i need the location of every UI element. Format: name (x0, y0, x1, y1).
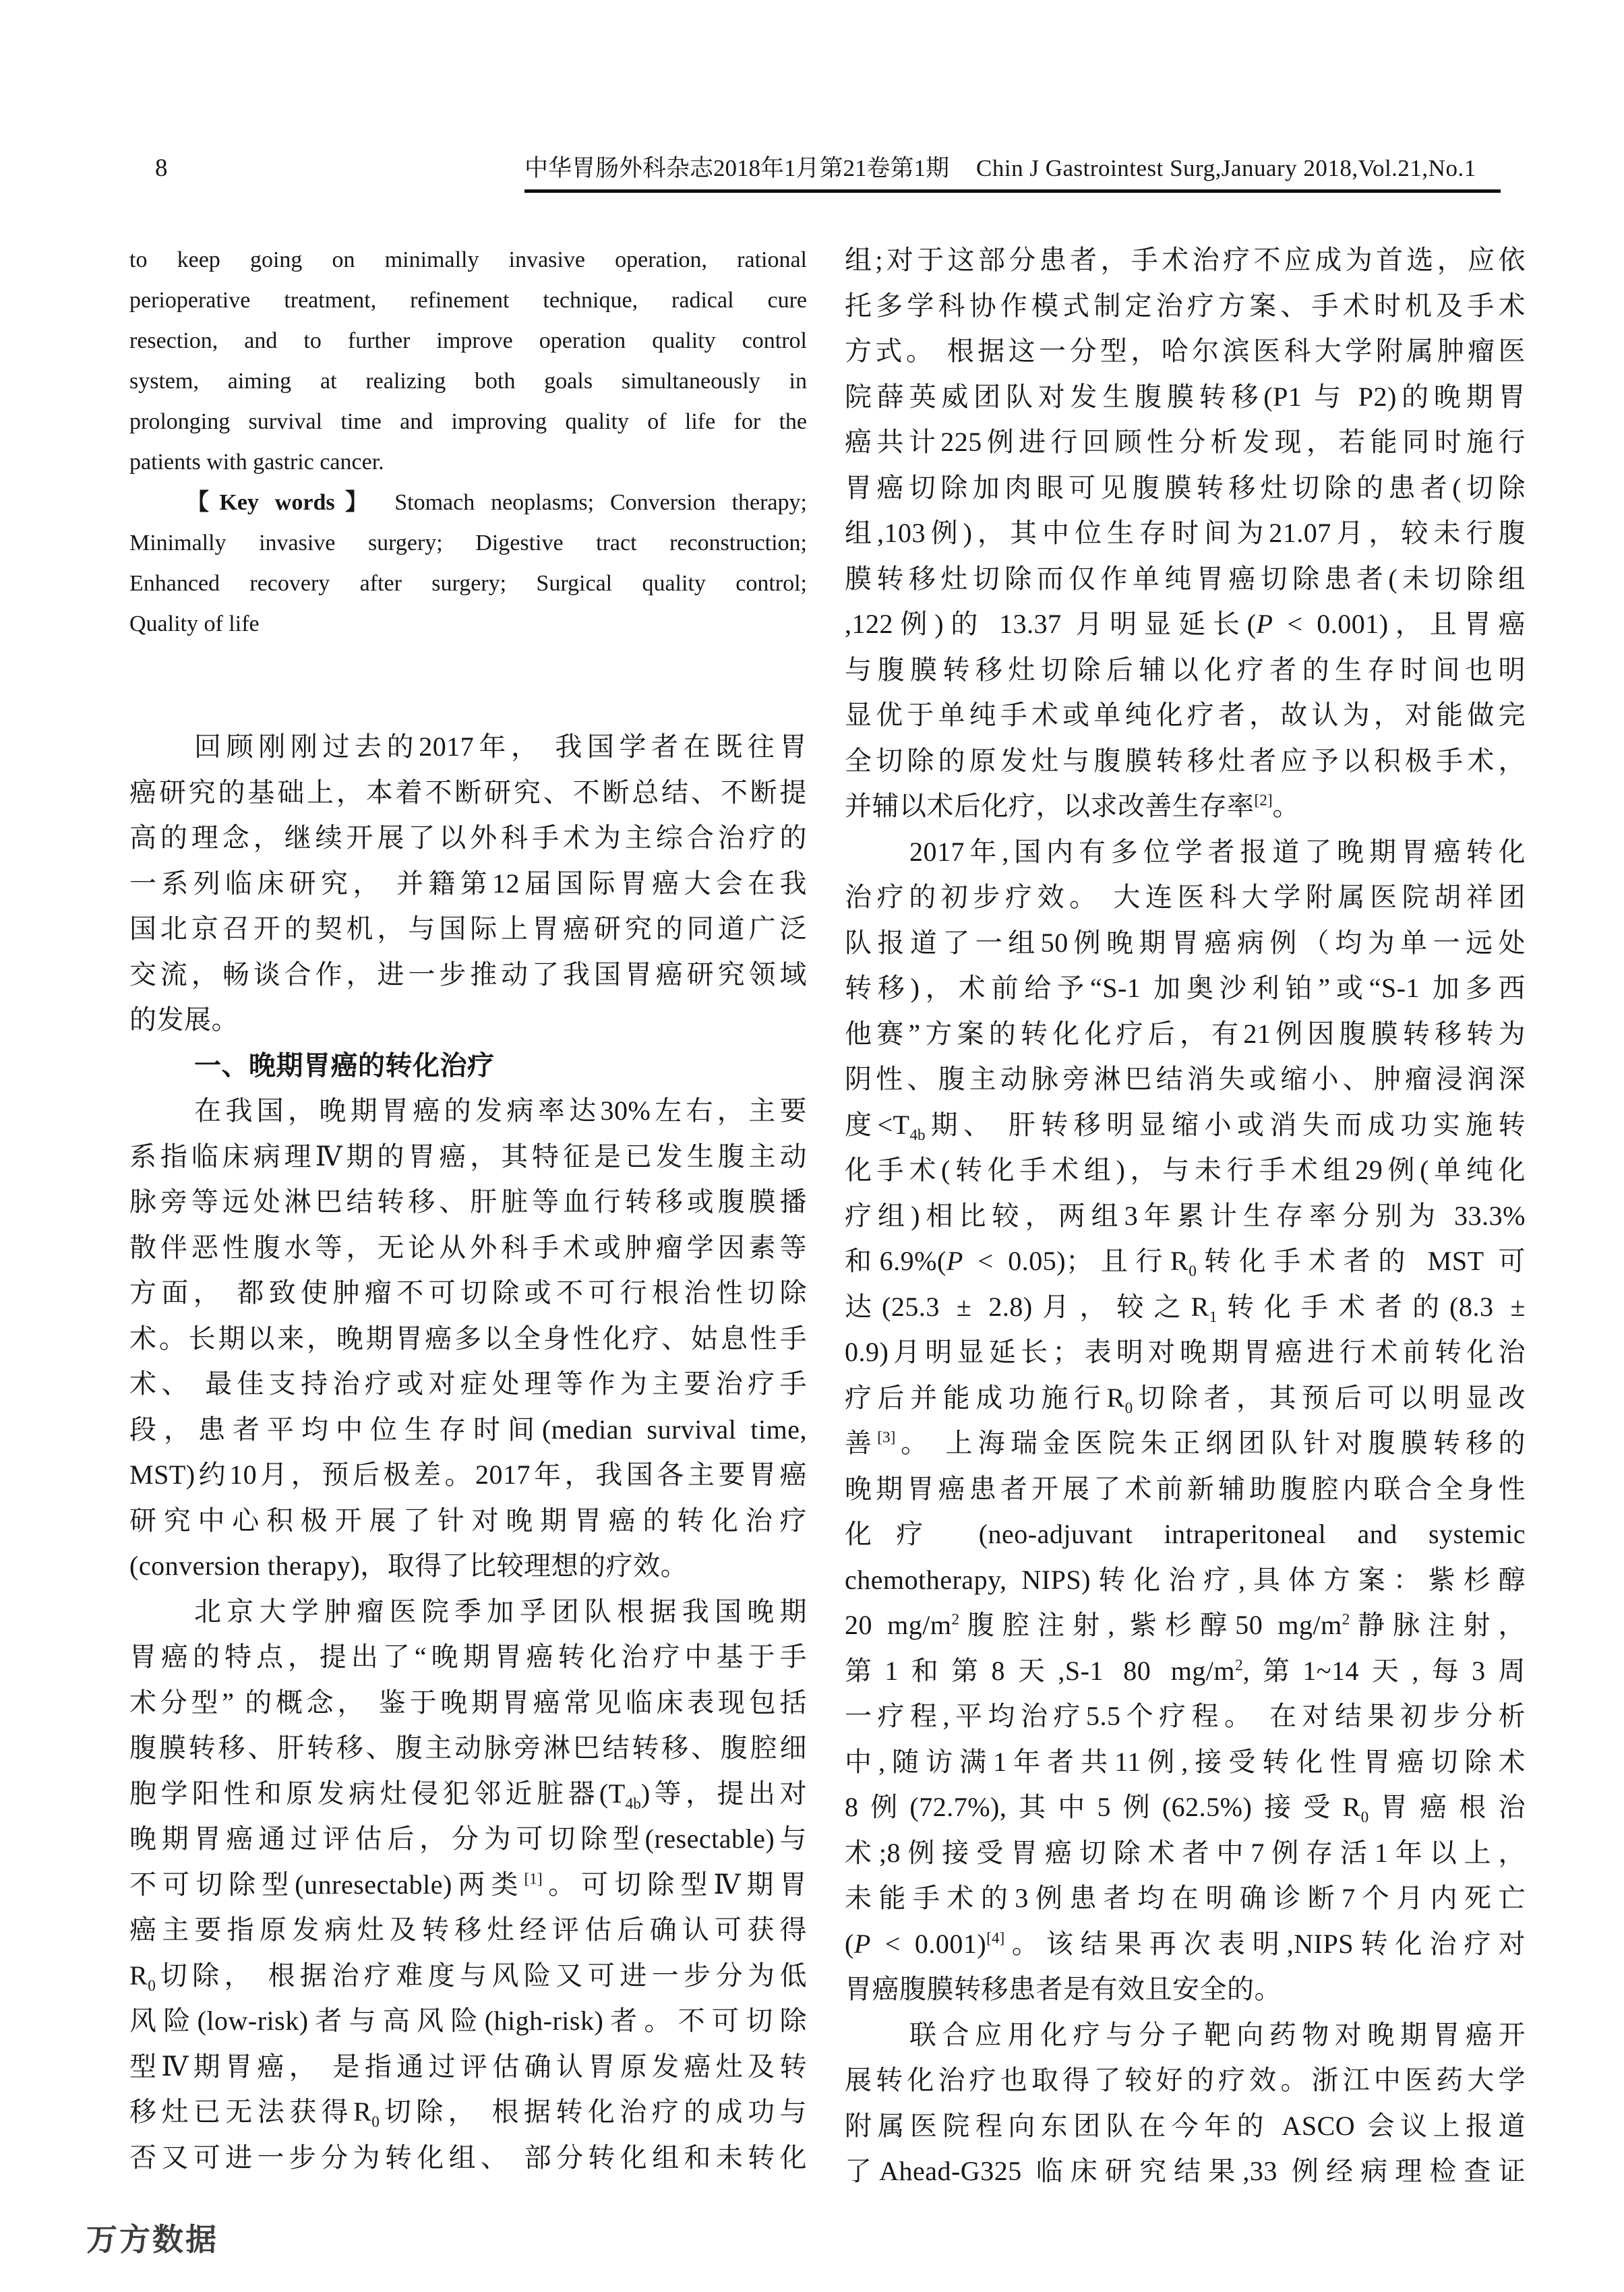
watermark-wanfang-data: 万方数据 (86, 2222, 218, 2257)
text-line: resection, and to further improve operation quality control (129, 328, 807, 353)
text-line: 转移)，术前给予“S-1 加奥沙利铂”或“S-1 加多西 (845, 973, 1526, 1003)
text-line: 胃癌腹膜转移患者是有效且安全的。 (845, 1974, 1282, 2004)
text-line: 术;8例接受胃癌切除术者中7例存活1年以上， (845, 1837, 1526, 1868)
text-line: ,122例)的 13.37 月明显延长(P < 0.001)，且胃癌 (845, 609, 1526, 639)
left-column-english-abstract (129, 240, 807, 644)
running-header (524, 150, 1501, 193)
text-line: 回顾刚刚过去的2017年， 我国学者在既往胃 (194, 731, 807, 762)
text-line: 脉旁等远处淋巴结转移、肝脏等血行转移或腹膜播 (129, 1186, 807, 1217)
text-line: 展转化治疗也取得了较好的疗效。浙江中医药大学 (845, 2065, 1526, 2095)
text-line: 不可切除型(unresectable)两类[1]。可切除型Ⅳ期胃 (129, 1869, 807, 1900)
text-line: 20 $mg/m^2$腹腔注射, 紫杉醇50 $mg/m^2$静脉注射， (845, 1610, 1526, 1640)
text-line: 他赛”方案的转化化疗后，有21例因腹膜转移转为 (845, 1018, 1526, 1049)
text-line: Quality of life (129, 611, 260, 636)
text-line: 晚期胃癌患者开展了术前新辅助腹腔内联合全身性 (845, 1473, 1526, 1504)
text-line: 胃癌的特点，提出了“晚期胃癌转化治疗中基于手 (129, 1641, 807, 1672)
text-line: 阴性、腹主动脉旁淋巴结消失或缩小、肿瘤浸润深 (845, 1064, 1526, 1094)
text-line: $R_0$切除， 根据治疗难度与风险又可进一步分为低 (129, 1960, 807, 1995)
text-line: MST)约10月，预后极差。2017年，我国各主要胃癌 (129, 1459, 807, 1490)
text-line: 术、 最佳支持治疗或对症处理等作为主要治疗手 (129, 1368, 807, 1399)
text-line: 第1和第8天,S-1 80 $mg/m^2$,第1~14天,每3周 (845, 1655, 1526, 1686)
text-line: 组;对于这部分患者，手术治疗不应成为首选，应依 (845, 245, 1526, 275)
text-line: 方面， 都致使肿瘤不可切除或不可行根治性切除 (129, 1277, 807, 1308)
text-line: 方式。 根据这一分型，哈尔滨医科大学附属肿瘤医 (845, 336, 1526, 366)
text-line: to keep going on minimally invasive operation, rational (129, 247, 807, 272)
text-line: 队报道了一组50例晚期胃癌病例（均为单一远处 (845, 927, 1526, 958)
text-line: 系指临床病理Ⅳ期的胃癌，其特征是已发生腹主动 (129, 1141, 807, 1172)
text-line: 治疗的初步疗效。 大连医科大学附属医院胡祥团 (845, 882, 1526, 912)
text-line: 2017年,国内有多位学者报道了晚期胃癌转化 (909, 836, 1526, 867)
text-line: 一、晚期胃癌的转化治疗 (194, 1050, 495, 1081)
text-line: 显优于单纯手术或单纯化疗者，故认为，对能做完 (845, 700, 1526, 730)
text-line: 国北京召开的契机，与国际上胃癌研究的同道广泛 (129, 913, 807, 944)
text-line: 全切除的原发灶与腹膜转移灶者应予以积极手术， (845, 745, 1526, 776)
text-line: 交流，畅谈合作，进一步推动了我国胃癌研究领域 (129, 959, 807, 990)
text-line: 风险(low-risk)者与高风险(high-risk)者。不可切除 (129, 2005, 807, 2036)
text-line: 北京大学肿瘤医院季加孚团队根据我国晚期 (194, 1596, 807, 1627)
text-line: 段，患者平均中位生存时间(median survival time, (129, 1414, 807, 1445)
text-line: 否又可进一步分为转化组、 部分转化组和未转化 (129, 2142, 807, 2173)
text-line: 术分型” 的概念， 鉴于晚期胃癌常见临床表现包括 (129, 1687, 807, 1718)
text-line: prolonging survival time and improving quality of life for the (129, 409, 807, 434)
text-line: 膜转移灶切除而仅作单纯胃癌切除患者(未切除组 (845, 563, 1526, 594)
text-line: 【Key words】 Stomach neoplasms; Conversion therapy; (186, 490, 807, 515)
right-column-chinese-body (845, 237, 1526, 2194)
left-column-chinese-body (129, 724, 807, 2180)
text-line: 疗后并能成功施行$R_0$切除者，其预后可以明显改 (845, 1382, 1526, 1417)
text-line: 和6.9%(P < 0.05)；且行$R_0$转化手术者的 MST 可 (845, 1246, 1526, 1280)
text-line: 附属医院程向东团队在今年的 ASCO 会议上报道 (845, 2110, 1526, 2141)
text-line: 散伴恶性腹水等，无论从外科手术或肿瘤学因素等 (129, 1232, 807, 1263)
text-line: 联合应用化疗与分子靶向药物对晚期胃癌开 (909, 2019, 1526, 2050)
text-line: 晚期胃癌通过评估后，分为可切除型(resectable)与 (129, 1823, 807, 1854)
text-line: 化疗 (neo-adjuvant intraperitoneal and systemic (845, 1519, 1526, 1549)
text-line: 达(25.3 ± 2.8)月，较之$R_1$转化手术者的(8.3 ± (845, 1291, 1526, 1326)
text-line: 一系列临床研究， 并籍第12届国际胃癌大会在我 (129, 868, 807, 899)
text-line: 研究中心积极开展了针对晚期胃癌的转化治疗 (129, 1505, 807, 1536)
text-line: 托多学科协作模式制定治疗方案、手术时机及手术 (845, 290, 1526, 321)
text-line: Minimally invasive surgery; Digestive tract reconstruction; (129, 531, 807, 555)
text-line: Enhanced recovery after surgery; Surgical quality control; (129, 571, 807, 596)
text-line: 在我国，晚期胃癌的发病率达30%左右，主要 (194, 1095, 807, 1126)
journal-title-en: Chin J Gastrointest Surg,January 2018,Vol.21,No.1 (976, 155, 1476, 181)
text-line: 癌主要指原发病灶及转移灶经评估后确认可获得 (129, 1914, 807, 1945)
text-line: 并辅以术后化疗，以求改善生存率[2]。 (845, 791, 1300, 821)
text-line: 胞学阳性和原发病灶侵犯邻近脏器$(T_{4b})$等，提出对 (129, 1778, 807, 1813)
text-line: 与腹膜转移灶切除后辅以化疗者的生存时间也明 (845, 654, 1526, 685)
text-line: 善[3]。 上海瑞金医院朱正纲团队针对腹膜转移的 (845, 1428, 1526, 1458)
page-number: 8 (155, 154, 168, 182)
text-line: 组,103例)，其中位生存时间为21.07月，较未行腹 (845, 518, 1526, 548)
journal-title-cn: 中华胃肠外科杂志2018年1月第21卷第1期 (524, 155, 950, 181)
text-line: 高的理念，继续开展了以外科手术为主综合治疗的 (129, 822, 807, 853)
text-line: 8例(72.7%),其中5例(62.5%)接受$R_0$胃癌根治 (845, 1792, 1526, 1826)
text-line: 化手术(转化手术组)，与未行手术组29例(单纯化 (845, 1155, 1526, 1185)
text-line: 癌研究的基础上，本着不断研究、不断总结、不断提 (129, 777, 807, 808)
text-line: 0.9)月明显延长；表明对晚期胃癌进行术前转化治 (845, 1337, 1526, 1367)
text-line: patients with gastric cancer. (129, 450, 384, 475)
text-line: 的发展。 (129, 1004, 239, 1035)
text-line: (P < 0.001)[4]。该结果再次表明,NIPS转化治疗对 (845, 1928, 1526, 1959)
text-line: system, aiming at realizing both goals simultaneously in (129, 369, 807, 394)
text-line: 一疗程,平均治疗5.5个疗程。 在对结果初步分析 (845, 1701, 1526, 1731)
text-line: 度$<T_{4b}$期、 肝转移明显缩小或消失而成功实施转 (845, 1109, 1526, 1144)
text-line: 中,随访满1年者共11例,接受转化性胃癌切除术 (845, 1746, 1526, 1777)
text-line: 疗组)相比较，两组3年累计生存率分别为 33.3% (845, 1200, 1526, 1231)
text-line: (conversion therapy)，取得了比较理想的疗效。 (129, 1550, 688, 1581)
text-line: 癌共计225例进行回顾性分析发现，若能同时施行 (845, 427, 1526, 457)
text-line: 胃癌切除加肉眼可见腹膜转移灶切除的患者(切除 (845, 472, 1526, 503)
text-line: perioperative treatment, refinement technique, radical cure (129, 288, 807, 313)
text-line: 了Ahead-G325 临床研究结果,33 例经病理检查证 (845, 2156, 1526, 2186)
text-line: 型Ⅳ期胃癌， 是指通过评估确认胃原发癌灶及转 (129, 2051, 807, 2082)
text-line: 院薛英威团队对发生腹膜转移(P1 与 P2)的晚期胃 (845, 381, 1526, 412)
text-line: 未能手术的3例患者均在明确诊断7个月内死亡 (845, 1883, 1526, 1913)
text-line: 移灶已无法获得$R_0$切除， 根据转化治疗的成功与 (129, 2097, 807, 2131)
text-line: 腹膜转移、肝转移、腹主动脉旁淋巴结转移、腹腔细 (129, 1732, 807, 1763)
text-line: 术。长期以来，晚期胃癌多以全身性化疗、姑息性手 (129, 1323, 807, 1354)
text-line: chemotherapy, NIPS)转化治疗,具体方案：紫杉醇 (845, 1564, 1526, 1595)
